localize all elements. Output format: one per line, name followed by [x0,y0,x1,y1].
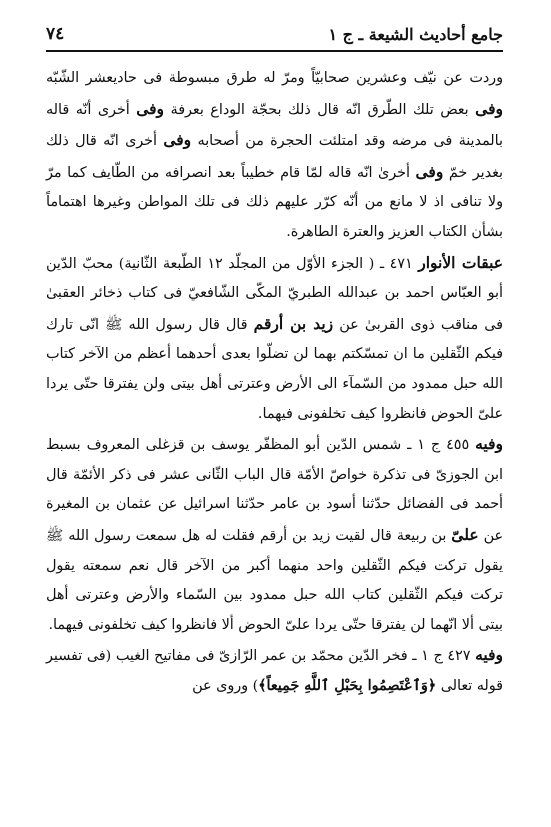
body-text [46,64,503,701]
keyword: وفى [163,130,192,150]
text-run: ٤٢٧ ج ١ ـ فخر الدّين محمّد بن عمر الرّازىّ فى مفاتيح الغيب (فى تفسير قوله تعالى [46,648,503,694]
narrator-name: علىّ [451,524,479,544]
running-header [46,20,503,44]
header-rule [46,50,503,52]
text-run: ) وروى عن [192,677,259,694]
text-run: أخرى أنّه قاله بالمدينة فى مرضه وقد امتلئت الحجرة من أصحابه [46,101,503,150]
book-title: جامع أحاديث الشيعة ـ ج ١ [328,25,503,44]
text-run: أخرىٰ انّه قاله لمّا قام خطيباً بعد انصرافه من الطّايف كما مرّ ولا تنافى اذ لا مانع من أنّه كرّر عليهم ذلك فى تلك المواطن وغيرها اهتماماً بشأن الكتاب العزيز والعترة الطاهرة. [46,164,503,240]
page-number: ٧٤ [46,24,65,44]
keyword: وفى [415,161,444,181]
text-run: أخرى انّه قال ذلك بغدير خمّ [46,133,503,181]
paragraph-ibn-jawzi [46,429,503,640]
source-title: عبقات الأنوار [418,252,503,272]
paragraph-abaqat [46,248,503,430]
source-keyword: وفيه [475,434,503,454]
text-run: ٤٧١ ـ ( الجزء الأوّل من المجلّد ١٢ الطّبعة الثّانية) محبّ الدّين أبو العبّاس احمد بن عبدالله الطبريّ المكّى الشّافعيّ فى كتاب ذخائر العقبىٰ فى مناقب ذوى القربىٰ عن [46,255,504,333]
source-keyword: وفيه [475,645,503,665]
quran-verse: ﴿وَٱعْتَصِمُوا بِحَبْلِ ٱللَّهِ جَمِيعاً﴾ [258,677,437,694]
keyword: وفى [136,98,165,118]
narrator-name: زيد بن أرقم [253,313,334,333]
text-run: بن ربيعة قال لقيت زيد بن أرقم فقلت له هل سمعت رسول الله ﷺ يقول تركت فيكم الثّقلين واحد منهما أكبر من الآخر قال نعم سمعته يقول تركت فيكم الثّقلين كتاب الله حبل ممدود بين السّماء والأرض وعترتى أهل بيتى ألا انّهما لن يفترقا حتّى يردا علىّ الحوض ألا فانظروا كيف تخلفونى فيهما. [46,527,503,633]
keyword: وفى [475,98,503,118]
paragraph-razi [46,640,503,701]
paragraph-narrations [46,64,503,248]
text-run: وردت عن نيّف وعشرين صحابيّاً ومرّ له طرق مبسوطة فى حاديعشر الشّبّه [46,70,503,86]
text-run: ٤٥٥ ج ١ ـ شمس الدّين أبو المظفّر يوسف بن قزغلى المعروف بسبط ابن الجوزىّ فى تذكرة خواصّ الأمّة قال الباب الثّانى عشر فى ذكر الأئمّة قال أحمد فى الفضائل حدّثنا أسود بن عامر حدّثنا اسرائيل عن عثمان بن المغيرة عن [46,437,503,544]
text-run: قال قال رسول الله ﷺ انّى تارك فيكم الثّقلين ما ان تمسّكتم بهما لن تضلّوا بعدى أحدهما أعظم من الآخر كتاب الله حبل ممدود من السّمآء الى الأرض وعترتى أهل بيتى ولن يفترقا حتّى يردا علىّ الحوض فانظروا كيف تخلفونى فيهما. [46,316,503,422]
text-run: بعض تلك الطّرق انّه قال ذلك بحجّة الوداع بعرفة [164,101,476,118]
